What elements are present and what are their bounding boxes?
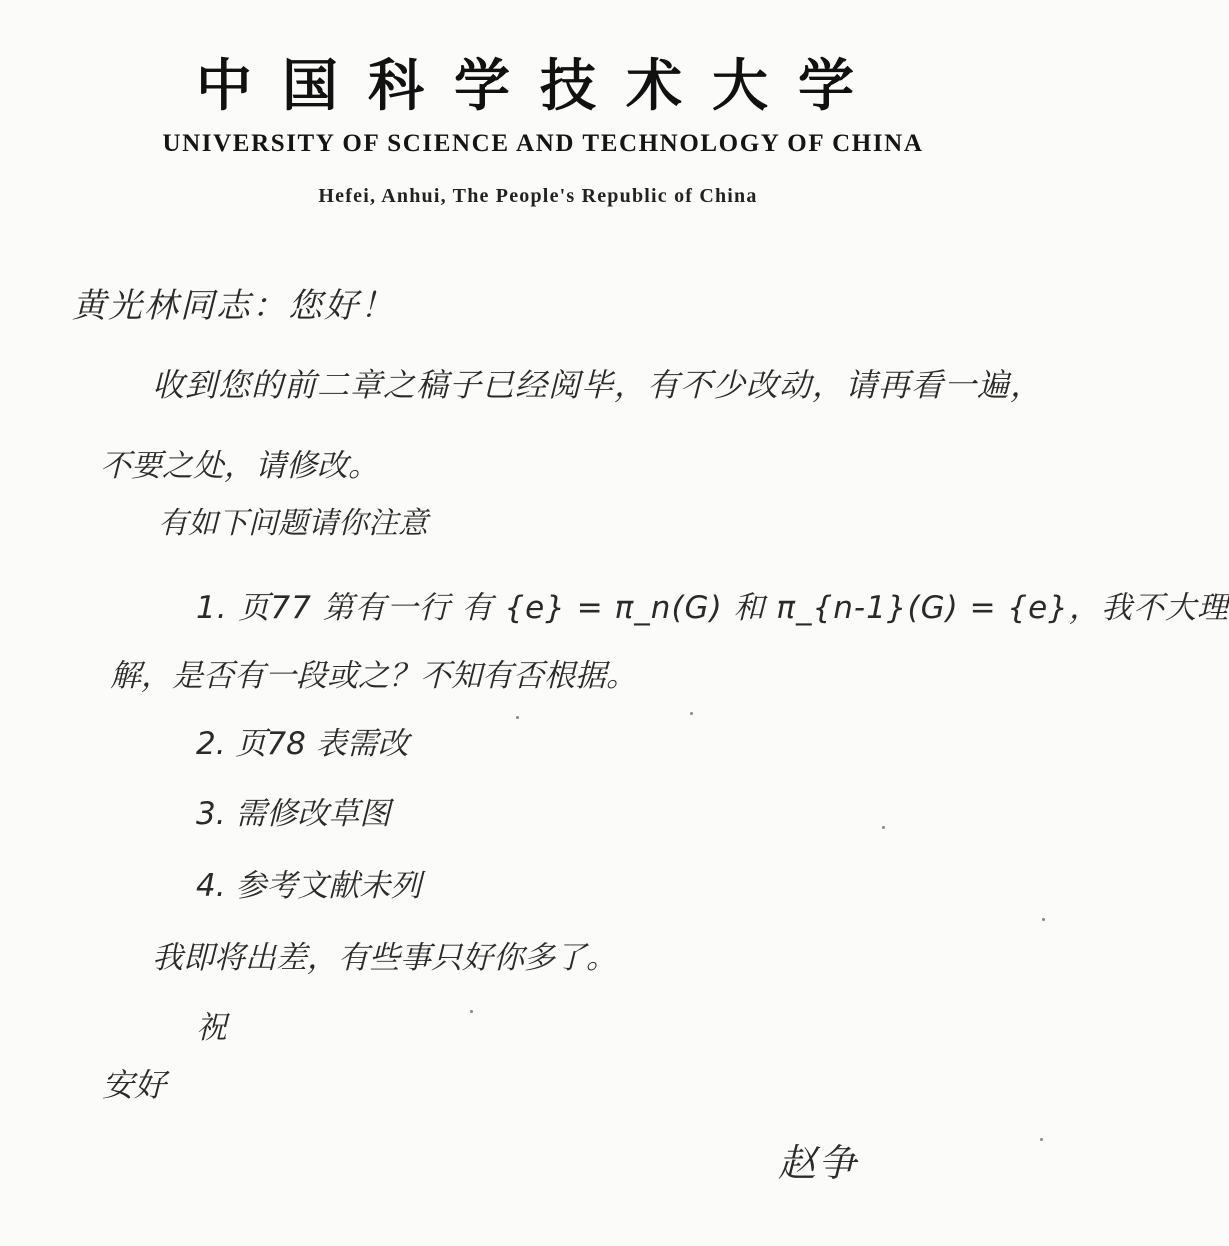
signature: 赵争 bbox=[778, 1141, 859, 1185]
paragraph-1-line-1: 收到您的前二章之稿子已经阅毕，有不少改动，请再看一遍， bbox=[152, 366, 1044, 404]
paper-speck bbox=[1040, 1138, 1043, 1141]
paper-speck bbox=[516, 716, 519, 719]
paper-speck bbox=[882, 826, 885, 829]
closing-line: 我即将出差，有些事只好你多了。 bbox=[152, 940, 617, 976]
paper-speck bbox=[470, 1010, 473, 1013]
salutation: 黄光林同志：您好！ bbox=[72, 286, 396, 326]
list-item-4: 4. 参考文献未列 bbox=[196, 868, 422, 904]
closing-wish: 安好 bbox=[102, 1066, 167, 1104]
paragraph-2: 有如下问题请你注意 bbox=[158, 506, 428, 541]
list-item-2: 2. 页78 表需改 bbox=[196, 726, 409, 762]
list-item-1-line-2: 解，是否有一段或之？不知有否根据。 bbox=[110, 658, 637, 694]
list-item-1-line-1: 1. 页77 第有一行 有 {e} = π_n(G) 和 π_{n-1}(G) = {e}，我不大理 bbox=[196, 590, 1229, 626]
university-address: Hefei, Anhui, The People's Republic of China bbox=[318, 185, 758, 207]
university-english-name: UNIVERSITY OF SCIENCE AND TECHNOLOGY OF CHINA bbox=[162, 130, 924, 157]
list-item-3: 3. 需修改草图 bbox=[196, 796, 391, 832]
paper-speck bbox=[690, 712, 693, 715]
paragraph-1-line-2: 不要之处，请修改。 bbox=[100, 448, 379, 484]
closing-salutation: 祝 bbox=[196, 1010, 227, 1046]
paper-speck bbox=[1042, 918, 1045, 921]
university-chinese-name: 中国科学技术大学 bbox=[196, 53, 884, 119]
